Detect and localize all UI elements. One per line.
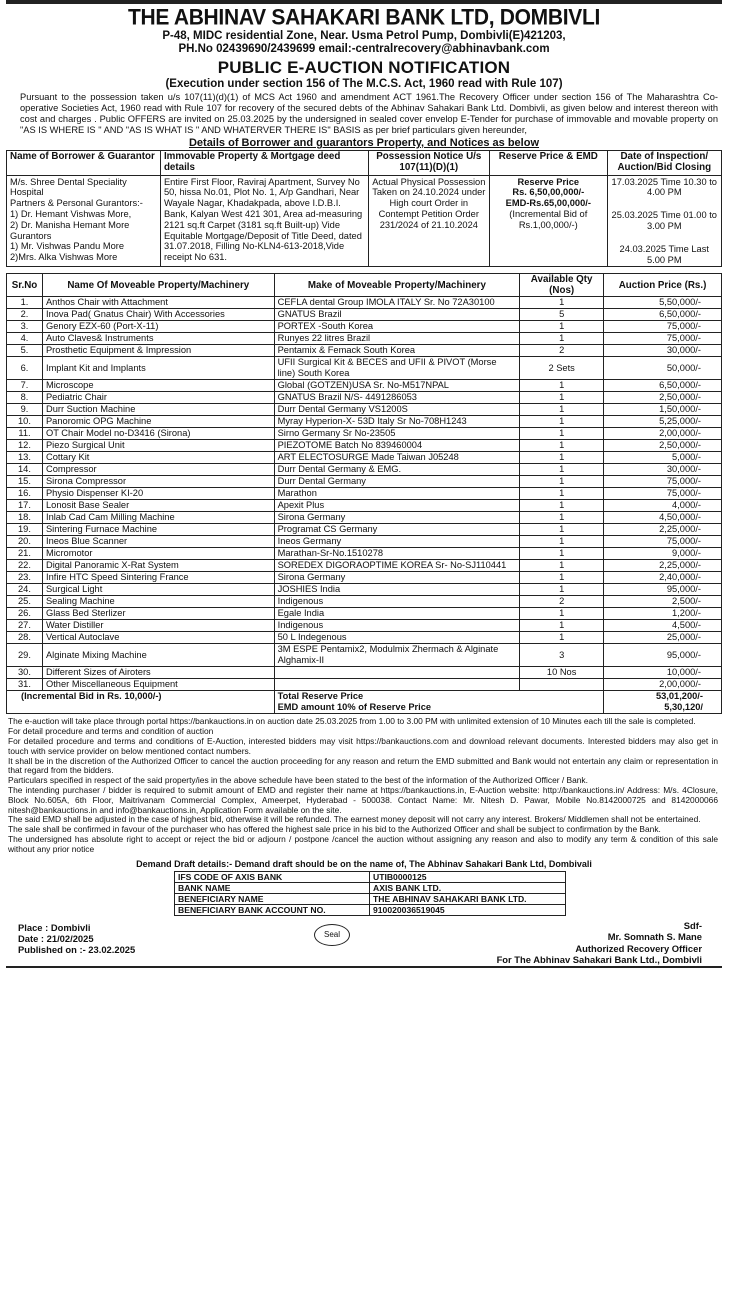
item-make-cell: GNATUS Brazil <box>274 309 520 321</box>
item-name-cell: Inlab Cad Cam Milling Machine <box>42 512 274 524</box>
note-paragraph: The undersigned has absolute right to accept or reject the bid or adjourn / postpone /cancel the auction without assigning any reason and also to modify any term & condition of this sale without any prior notice <box>8 833 718 854</box>
item-make-cell: Sirno Germany Sr No-23505 <box>274 428 520 440</box>
property-details: Entire First Floor, Raviraj Apartment, Survey No 50, hissa No.01, Plot No. 1, A/p Gandhari, Near Wayale Nagar, Khadakpada, above I.D.B.I. Bank, Kalyan West 421 301, Area ad-measuring 2121 sq.ft Carpet (3181 sq.ft Built-up) Vide Equitable Mortgage/Deposit of Title Deed, dated 31.07.2018, Filling No-KLN4-613-2018,Vide receipt No 631. <box>160 175 368 267</box>
qty-cell: 1 <box>520 608 604 620</box>
sr-cell: 7. <box>7 380 43 392</box>
item-name-cell: Piezo Surgical Unit <box>42 440 274 452</box>
item-name-cell: Different Sizes of Airoters <box>42 667 274 679</box>
sr-cell: 12. <box>7 440 43 452</box>
table-row <box>7 536 722 548</box>
item-make-cell: Marathon <box>274 488 520 500</box>
qty-cell: 2 Sets <box>520 357 604 380</box>
item-name-cell: Alginate Mixing Machine <box>42 644 274 667</box>
reserve-label: Reserve Price <box>517 176 580 187</box>
qty-cell: 3 <box>520 644 604 667</box>
sr-cell: 6. <box>7 357 43 380</box>
qty-cell: 1 <box>520 584 604 596</box>
borrower-table <box>6 150 722 267</box>
table-row <box>7 428 722 440</box>
item-make-cell: PORTEX -South Korea <box>274 321 520 333</box>
item-name-cell: Lonosit Base Sealer <box>42 500 274 512</box>
bank-detail-value: AXIS BANK LTD. <box>370 882 566 893</box>
sr-cell: 4. <box>7 333 43 345</box>
item-name-cell: Pediatric Chair <box>42 392 274 404</box>
price-cell: 10,000/- <box>604 667 722 679</box>
notice-title: PUBLIC E-AUCTION NOTIFICATION <box>217 58 511 77</box>
price-cell: 1,50,000/- <box>604 404 722 416</box>
qty-col-header: Available Qty (Nos) <box>520 274 604 297</box>
item-make-cell: Apexit Plus <box>274 500 520 512</box>
place-line: Place : Dombivli <box>18 921 91 933</box>
item-make-cell: 3M ESPE Pentamix2, Modulmix Zhermach & Alginate Alghamix-II <box>274 644 520 667</box>
item-name-cell: Sintering Furnace Machine <box>42 524 274 536</box>
bank-detail-row <box>175 893 566 904</box>
sr-cell: 23. <box>7 572 43 584</box>
table-row <box>7 416 722 428</box>
gurantor-2: 2)Mrs. Alka Vishwas More <box>10 252 118 263</box>
qty-cell: 1 <box>520 404 604 416</box>
property-col-header: Immovable Property & Mortgage deed details <box>160 151 368 176</box>
price-cell: 75,000/- <box>604 333 722 345</box>
bank-detail-value: 910020036519045 <box>370 904 566 915</box>
item-name-cell: Compressor <box>42 464 274 476</box>
item-make-cell: Indigenous <box>274 596 520 608</box>
item-make-cell: Pentamix & Femack South Korea <box>274 345 520 357</box>
note-paragraph: The said EMD shall be adjusted in the case of highest bid, otherwise it will be refunded. The earnest money deposit will not carry any interest. Brokers/ Middlemen shall not be entertained. <box>8 814 701 825</box>
item-name-cell: Implant Kit and Implants <box>42 357 274 380</box>
bank-detail-label: BENEFICIARY BANK ACCOUNT NO. <box>175 904 370 915</box>
table-row <box>7 679 722 691</box>
signature-mark: Sdf- <box>683 919 702 931</box>
table-row <box>7 345 722 357</box>
item-name-cell: Vertical Autoclave <box>42 632 274 644</box>
item-make-cell: Programat CS Germany <box>274 524 520 536</box>
auction-date: 25.03.2025 Time 01.00 to 3.00 PM <box>611 210 717 231</box>
item-name-cell: OT Chair Model no-D3416 (Sirona) <box>42 428 274 440</box>
table-row <box>7 560 722 572</box>
total-label-cell <box>274 691 604 714</box>
item-make-cell: ART ELECTOSURGE Made Taiwan J05248 <box>274 452 520 464</box>
qty-cell: 1 <box>520 297 604 309</box>
table-row <box>7 620 722 632</box>
price-cell: 6,50,000/- <box>604 380 722 392</box>
bank-detail-value: UTIB0000125 <box>370 871 566 882</box>
price-cell: 4,50,000/- <box>604 512 722 524</box>
terms-notes <box>8 717 718 854</box>
item-make-cell <box>274 667 520 679</box>
qty-cell: 1 <box>520 500 604 512</box>
item-name-cell: Sirona Compressor <box>42 476 274 488</box>
price-cell: 75,000/- <box>604 536 722 548</box>
item-make-cell: PIEZOTOME Batch No 839460004 <box>274 440 520 452</box>
intro-paragraph: Pursuant to the possession taken u/s 107(11)(d)(1) of MCS Act 1960 and amendment ACT 1961.The Recovery Officer under section 156 of The Maharashtra Co-operative Societies Act, 1960 read with Rule 107 for recovery of the secured debts of the Abhinav Sahakari Bank Ltd. Dombivli, as given below and interest thereon with cost and charges . Public OFFERS are invited on 25.03.2025 by the undersigned in sealed cover envelop E-Tender for purchase of immovable and movable property on "AS IS WHERE IS " AND "AS IS WHAT IS " AND WHATERVER THERE IS" BASIS as per brief particulars given hereunder, <box>20 92 718 135</box>
seal-stamp: Seal <box>314 924 350 946</box>
sr-cell: 25. <box>7 596 43 608</box>
sr-cell: 21. <box>7 548 43 560</box>
price-cell: 95,000/- <box>604 584 722 596</box>
item-make-cell: Global (GOTZEN)USA Sr. No-M517NPAL <box>274 380 520 392</box>
sr-cell: 22. <box>7 560 43 572</box>
item-make-cell: Runyes 22 litres Brazil <box>274 333 520 345</box>
bank-name: THE ABHINAV SAHAKARI BANK LTD, DOMBIVLI <box>127 5 601 30</box>
sr-cell: 18. <box>7 512 43 524</box>
auction-notice <box>6 0 722 1200</box>
table-row <box>7 380 722 392</box>
note-paragraph: It shall be in the discretion of the Authorized Officer to cancel the auction proceeding for any reason and return the EMD submitted and Bank would not entertain any claim or representation in that regard from the bidders. <box>8 755 718 776</box>
qty-cell: 1 <box>520 321 604 333</box>
price-cell: 75,000/- <box>604 321 722 333</box>
make-col-header: Make of Moveable Property/Machinery <box>274 274 520 297</box>
increment-bid: (Incremental Bid of Rs.1,00,000/-) <box>509 208 588 230</box>
table-row <box>7 440 722 452</box>
qty-cell: 2 <box>520 596 604 608</box>
sr-cell: 3. <box>7 321 43 333</box>
sr-cell: 9. <box>7 404 43 416</box>
sr-cell: 26. <box>7 608 43 620</box>
item-make-cell: Sirona Germany <box>274 572 520 584</box>
item-name-cell: Water Distiller <box>42 620 274 632</box>
officer-name: Mr. Somnath S. Mane <box>607 931 702 943</box>
price-cell: 5,50,000/- <box>604 297 722 309</box>
qty-cell: 1 <box>520 548 604 560</box>
item-make-cell: Durr Dental Germany VS1200S <box>274 404 520 416</box>
item-name-cell: Microscope <box>42 380 274 392</box>
sr-cell: 31. <box>7 679 43 691</box>
table-row <box>7 608 722 620</box>
bank-contact: PH.No 02439690/2439699 email:-centralrecovery@abhinavbank.com <box>178 43 550 55</box>
price-cell: 30,000/- <box>604 464 722 476</box>
inspection-date: 17.03.2025 Time 10.30 to 4.00 PM <box>611 176 717 198</box>
borrower-table-header <box>7 151 722 176</box>
sr-cell: 24. <box>7 584 43 596</box>
bid-closing-date: 24.03.2025 Time Last 5.00 PM <box>619 243 709 265</box>
qty-cell: 1 <box>520 464 604 476</box>
qty-cell: 1 <box>520 536 604 548</box>
partners-label: Partners & Personal Gurantors:- <box>10 198 143 209</box>
qty-cell: 1 <box>520 440 604 452</box>
table-row <box>7 333 722 345</box>
item-make-cell: UFII Surgical Kit & BECES and UFII & PIVOT (Morse line) South Korea <box>274 357 520 380</box>
emd-amount: EMD-Rs.65,00,000/- <box>505 198 591 209</box>
item-name-cell: Durr Suction Machine <box>42 404 274 416</box>
item-make-cell: Egale India <box>274 608 520 620</box>
bank-detail-label: BENEFICIARY NAME <box>175 893 370 904</box>
qty-cell: 1 <box>520 488 604 500</box>
sr-cell: 13. <box>7 452 43 464</box>
item-make-cell: JOSHIES India <box>274 584 520 596</box>
dates-col-header: Date of Inspection/ Auction/Bid Closing <box>607 151 721 176</box>
price-cell: 5,000/- <box>604 452 722 464</box>
item-make-cell: Marathan-Sr-No.1510278 <box>274 548 520 560</box>
signature-block <box>497 920 702 966</box>
sr-cell: 29. <box>7 644 43 667</box>
item-make-cell: Indigenous <box>274 620 520 632</box>
sr-cell: 8. <box>7 392 43 404</box>
item-name-cell: Auto Claves& Instruments <box>42 333 274 345</box>
qty-cell: 1 <box>520 632 604 644</box>
sr-cell: 2. <box>7 309 43 321</box>
item-make-cell: Sirona Germany <box>274 512 520 524</box>
note-paragraph: The sale shall be confirmed in favour of the purchaser who has offered the highest sale price in his bid to the Authorized Officer and shall be subject to confirmation by the Bank. <box>8 824 661 835</box>
price-cell: 1,200/- <box>604 608 722 620</box>
item-make-cell: CEFLA dental Group IMOLA ITALY Sr. No 72A30100 <box>274 297 520 309</box>
item-name-cell: Prosthetic Equipment & Impression <box>42 345 274 357</box>
reserve-col-header: Reserve Price & EMD <box>490 151 607 176</box>
qty-cell: 10 Nos <box>520 667 604 679</box>
qty-cell: 5 <box>520 309 604 321</box>
qty-cell: 1 <box>520 512 604 524</box>
bottom-rule <box>6 966 722 968</box>
demand-draft-title: Demand Draft details:- Demand draft should be on the name of, The Abhinav Sahakari Bank Ltd, Dombivali <box>136 858 592 869</box>
item-name-cell: Inova Pad( Gnatus Chair) With Accessories <box>42 309 274 321</box>
price-cell: 4,500/- <box>604 620 722 632</box>
bank-detail-label: BANK NAME <box>175 882 370 893</box>
sr-cell: 27. <box>7 620 43 632</box>
item-make-cell: 50 L Indegenous <box>274 632 520 644</box>
item-make-cell: GNATUS Brazil N/S- 4491286053 <box>274 392 520 404</box>
increment-note: (Incremental Bid in Rs. 10,000/-) <box>7 691 275 714</box>
bank-detail-value: THE ABHINAV SAHAKARI BANK LTD. <box>370 893 566 904</box>
date-line: Date : 21/02/2025 <box>18 932 94 944</box>
emd-percent-label: EMD amount 10% of Reserve Price <box>277 702 432 713</box>
note-paragraph: Particulars specified in respect of the said property/ies in the above schedule have been stated to the best of the information of the Authorized Officer / Bank. <box>8 775 588 786</box>
price-cell: 5,25,000/- <box>604 416 722 428</box>
qty-cell: 1 <box>520 572 604 584</box>
table-row <box>7 488 722 500</box>
item-name-cell: Micromotor <box>42 548 274 560</box>
qty-cell: 1 <box>520 333 604 345</box>
possession-details: Actual Physical Possession Taken on 24.10.2024 under High court Order in Contempt Petition Order 231/2024 of 21.10.2024 <box>368 175 490 267</box>
gurantor-1: 1) Mr. Vishwas Pandu More <box>10 241 125 252</box>
execution-line: (Execution under section 156 of The M.C.S. Act, 1960 read with Rule 107) <box>165 78 563 90</box>
price-cell: 30,000/- <box>604 345 722 357</box>
name-col-header: Name Of Moveable Property/Machinery <box>42 274 274 297</box>
bank-detail-row <box>175 871 566 882</box>
publication-info <box>18 922 135 955</box>
table-row <box>7 464 722 476</box>
item-name-cell: Glass Bed Sterlizer <box>42 608 274 620</box>
qty-cell: 1 <box>520 560 604 572</box>
table-row <box>7 644 722 667</box>
sr-cell: 10. <box>7 416 43 428</box>
price-cell: 2,25,000/- <box>604 524 722 536</box>
item-name-cell: Surgical Light <box>42 584 274 596</box>
qty-cell: 1 <box>520 476 604 488</box>
qty-cell: 1 <box>520 380 604 392</box>
reserve-cell <box>490 175 607 267</box>
item-name-cell: Anthos Chair with Attachment <box>42 297 274 309</box>
sr-cell: 19. <box>7 524 43 536</box>
item-name-cell: Ineos Blue Scanner <box>42 536 274 548</box>
bank-detail-row <box>175 882 566 893</box>
officer-designation: Authorized Recovery Officer <box>575 942 702 954</box>
note-paragraph: The intending purchaser / bidder is required to submit amount of EMD and register their name at https://bankauctions.in, E-Auction website: http://bankauctions.in/ Address: M/s. 4Closure, Block No.605A, 6th Floor, Maitrivanam Commercial Complex, Ameerpet, Hyderabad - 500038. Contact Name: Mr. Nitesh D. Pawar, Mobile No.8142000725 and 8142000066 nitesh@bankauctions.in and info@bankauctions.in, Application Form available on the site. <box>8 784 718 815</box>
qty-cell: 2 <box>520 345 604 357</box>
sr-col-header: Sr.No <box>7 274 43 297</box>
price-cell: 6,50,000/- <box>604 309 722 321</box>
item-name-cell: Cottary Kit <box>42 452 274 464</box>
qty-cell: 1 <box>520 428 604 440</box>
table-row <box>7 309 722 321</box>
item-name-cell: Sealing Machine <box>42 596 274 608</box>
table-row <box>7 584 722 596</box>
partner-2: 2) Dr. Manisha Hemant More <box>10 219 130 230</box>
borrower-col-header: Name of Borrower & Guarantor <box>7 151 161 176</box>
table-row <box>7 321 722 333</box>
total-reserve-value: 53,01,200/- <box>655 691 703 702</box>
price-cell: 2,50,000/- <box>604 440 722 452</box>
price-cell: 95,000/- <box>604 644 722 667</box>
reserve-price: Rs. 6,50,00,000/- <box>512 187 585 198</box>
borrower-table-row <box>7 175 722 267</box>
price-col-header: Auction Price (Rs.) <box>604 274 722 297</box>
sr-cell: 14. <box>7 464 43 476</box>
price-cell: 2,00,000/- <box>604 428 722 440</box>
note-paragraph: For detail procedure and terms and condition of auction <box>8 726 214 737</box>
details-title: Details of Borrower and guarantors Property, and Notices as below <box>188 137 540 149</box>
item-name-cell: Infire HTC Speed Sintering France <box>42 572 274 584</box>
item-make-cell: Durr Dental Germany & EMG. <box>274 464 520 476</box>
bank-detail-row <box>175 904 566 915</box>
sr-cell: 5. <box>7 345 43 357</box>
items-table <box>6 273 722 714</box>
qty-cell: 1 <box>520 620 604 632</box>
bank-detail-label: IFS CODE OF AXIS BANK <box>175 871 370 882</box>
table-row <box>7 500 722 512</box>
published-line: Published on :- 23.02.2025 <box>18 943 136 955</box>
table-row <box>7 667 722 679</box>
table-row <box>7 392 722 404</box>
sr-cell: 1. <box>7 297 43 309</box>
price-cell: 2,00,000/- <box>604 679 722 691</box>
item-name-cell: Physio Dispenser KI-20 <box>42 488 274 500</box>
sr-cell: 11. <box>7 428 43 440</box>
item-name-cell: Genory EZX-60 (Port-X-11) <box>42 321 274 333</box>
gurantors-label: Gurantors <box>10 230 52 241</box>
item-make-cell: Durr Dental Germany <box>274 476 520 488</box>
sr-cell: 17. <box>7 500 43 512</box>
notice-header <box>6 6 722 90</box>
possession-col-header: Possession Notice U/s 107(11)(D)(1) <box>368 151 490 176</box>
price-cell: 4,000/- <box>604 500 722 512</box>
partner-1: 1) Dr. Hemant Vishwas More, <box>10 208 132 219</box>
items-total-row <box>7 691 722 714</box>
item-name-cell: Panoromic OPG Machine <box>42 416 274 428</box>
bank-address: P-48, MIDC residential Zone, Near. Usma Petrol Pump, Dombivli(E)421203, <box>162 30 566 42</box>
item-make-cell <box>274 679 520 691</box>
table-row <box>7 512 722 524</box>
qty-cell <box>520 679 604 691</box>
sr-cell: 15. <box>7 476 43 488</box>
borrower-cell <box>7 175 161 267</box>
sr-cell: 30. <box>7 667 43 679</box>
price-cell: 2,25,000/- <box>604 560 722 572</box>
qty-cell: 1 <box>520 524 604 536</box>
table-row <box>7 548 722 560</box>
bank-details-table <box>174 871 566 916</box>
price-cell: 2,50,000/- <box>604 392 722 404</box>
price-cell: 2,500/- <box>604 596 722 608</box>
table-row <box>7 524 722 536</box>
table-row <box>7 632 722 644</box>
qty-cell: 1 <box>520 452 604 464</box>
table-row <box>7 476 722 488</box>
table-row <box>7 596 722 608</box>
note-paragraph: The e-auction will take place through portal https://bankauctions.in on auction date 25.03.2025 from 1.00 to 3.00 PM with unlimited extension of 10 Minutes each till the sale is completed. <box>8 716 696 727</box>
sr-cell: 28. <box>7 632 43 644</box>
notice-footer <box>6 920 722 966</box>
item-name-cell: Digital Panoramic X-Rat System <box>42 560 274 572</box>
dates-cell <box>607 175 721 267</box>
items-table-header <box>7 274 722 297</box>
total-value-cell <box>604 691 722 714</box>
table-row <box>7 572 722 584</box>
for-bank-line: For The Abhinav Sahakari Bank Ltd., Dombivli <box>496 954 702 966</box>
price-cell: 9,000/- <box>604 548 722 560</box>
price-cell: 75,000/- <box>604 476 722 488</box>
borrower-name: M/s. Shree Dental Speciality Hospital <box>10 176 127 198</box>
price-cell: 50,000/- <box>604 357 722 380</box>
sr-cell: 16. <box>7 488 43 500</box>
items-table-body <box>7 297 722 691</box>
qty-cell: 1 <box>520 416 604 428</box>
top-rule <box>6 0 722 4</box>
item-make-cell: Myray Hyperion-X- 53D Italy Sr No-708H1243 <box>274 416 520 428</box>
qty-cell: 1 <box>520 392 604 404</box>
price-cell: 2,40,000/- <box>604 572 722 584</box>
emd-total-value: 5,30,120/ <box>664 702 703 713</box>
price-cell: 25,000/- <box>604 632 722 644</box>
table-row <box>7 404 722 416</box>
price-cell: 75,000/- <box>604 488 722 500</box>
total-reserve-label: Total Reserve Price <box>277 691 364 702</box>
table-row <box>7 452 722 464</box>
item-make-cell: Ineos Germany <box>274 536 520 548</box>
note-paragraph: For detailed procedure and terms and conditions of E-Auction, interested bidders may visit https://bankauctions.com and download relevant documents. Interested bidders may also get in touch with service provider on below mentioned contact numbers. <box>8 735 718 756</box>
sr-cell: 20. <box>7 536 43 548</box>
table-row <box>7 357 722 380</box>
item-make-cell: SOREDEX DIGORAOPTIME KOREA Sr- No-SJ110441 <box>274 560 520 572</box>
item-name-cell: Other Miscellaneous Equipment <box>42 679 274 691</box>
table-row <box>7 297 722 309</box>
